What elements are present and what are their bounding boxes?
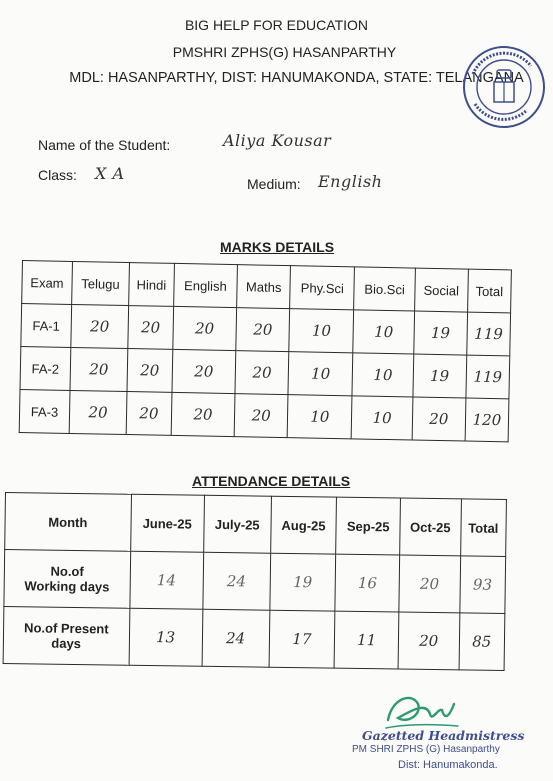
header-line-1: BIG HELP FOR EDUCATION — [184, 17, 369, 33]
mark-cell: 20 — [235, 351, 289, 395]
total-cell: 119 — [467, 312, 511, 356]
mark-cell: 20 — [234, 394, 288, 438]
mark-cell: 20 — [172, 349, 236, 393]
signature-icon — [382, 690, 462, 732]
attendance-header-cell: July-25 — [203, 495, 271, 553]
mark-cell: 10 — [353, 310, 414, 354]
mark-cell: 20 — [412, 397, 466, 441]
marks-header-cell: Telugu — [71, 261, 129, 305]
row-label-cell — [4, 550, 130, 609]
student-name-label: Name of the Student: — [38, 137, 171, 153]
header-line-2: PMSHRI ZPHS(G) HASANPARTHY — [172, 44, 397, 60]
total-cell: 119 — [466, 355, 510, 399]
mark-cell: 20 — [69, 390, 127, 434]
row-label-line: No.of — [50, 563, 84, 580]
marks-table — [19, 260, 512, 442]
medium-value: English — [318, 172, 383, 191]
exam-name-cell: FA-3 — [19, 389, 70, 433]
mark-cell: 20 — [236, 308, 290, 352]
marks-header-cell: Social — [414, 268, 468, 312]
mark-cell: 10 — [287, 395, 352, 439]
table-row — [4, 550, 506, 614]
mark-cell: 20 — [172, 306, 236, 350]
marks-header-cell: Maths — [237, 265, 291, 309]
attendance-cell: 20 — [399, 555, 460, 613]
mark-cell: 20 — [70, 347, 128, 391]
mark-cell: 20 — [127, 349, 172, 393]
mark-cell: 20 — [128, 306, 173, 350]
mark-cell: 10 — [288, 352, 353, 396]
table-row — [19, 389, 509, 441]
row-label-cell — [3, 606, 129, 665]
exam-name-cell: FA-1 — [21, 304, 72, 348]
mark-cell: 19 — [414, 311, 468, 355]
attendance-header-cell: June-25 — [130, 494, 204, 552]
marks-header-cell: Hindi — [129, 263, 174, 307]
attendance-cell: 13 — [129, 608, 203, 666]
total-cell: 120 — [465, 398, 509, 442]
table-row — [3, 606, 505, 670]
headmistress-title: Gazetted Headmistress — [362, 728, 525, 743]
attendance-cell: 17 — [269, 610, 336, 668]
header-line-3: MDL: HASANPARTHY, DIST: HANUMAKONDA, STATE: TELANGANA — [69, 70, 524, 86]
attendance-header-cell: Aug-25 — [270, 496, 337, 554]
school-seal-icon — [461, 44, 547, 130]
attendance-header-cell: Oct-25 — [400, 498, 461, 556]
mark-cell: 20 — [171, 392, 235, 436]
attendance-header-cell: Total — [460, 499, 506, 557]
mark-cell: 10 — [352, 353, 413, 397]
attendance-header-cell: Month — [5, 493, 131, 552]
attendance-table — [3, 492, 507, 671]
attendance-cell: 16 — [335, 554, 399, 612]
marks-header-cell: English — [173, 263, 237, 307]
class-value: X A — [95, 164, 125, 183]
mark-cell: 20 — [71, 304, 129, 348]
marks-header-cell: Total — [467, 269, 511, 313]
mark-cell: 20 — [126, 392, 171, 436]
attendance-cell: 24 — [203, 552, 271, 610]
attendance-total-cell: 85 — [459, 613, 505, 671]
exam-name-cell: FA-2 — [20, 346, 71, 390]
attendance-section-title: ATTENDANCE DETAILS — [192, 473, 351, 489]
row-label-line: Working days — [24, 578, 110, 595]
mark-cell: 19 — [413, 354, 467, 398]
student-name-value: Aliya Kousar — [223, 131, 332, 150]
attendance-cell: 24 — [202, 609, 270, 667]
medium-label: Medium: — [247, 176, 301, 192]
class-label: Class: — [38, 167, 77, 183]
marks-section-title: MARKS DETAILS — [220, 239, 335, 255]
marks-header-cell: Exam — [22, 261, 73, 305]
district-stamp: Dist: Hanumakonda. — [398, 759, 498, 771]
school-name-stamp: PM SHRI ZPHS (G) Hasanparthy — [352, 744, 500, 755]
row-label-line: No.of Present — [24, 620, 109, 637]
marks-header-cell: Bio.Sci — [354, 267, 415, 311]
attendance-cell: 14 — [129, 551, 203, 609]
mark-cell: 10 — [352, 396, 413, 440]
attendance-cell: 11 — [334, 611, 398, 669]
row-label-line: days — [51, 635, 82, 652]
attendance-cell: 19 — [269, 553, 336, 611]
attendance-header-row — [5, 493, 507, 557]
attendance-cell: 20 — [398, 612, 459, 670]
marks-header-cell: Phy.Sci — [290, 266, 355, 310]
mark-cell: 10 — [289, 309, 354, 353]
attendance-header-cell: Sep-25 — [336, 497, 400, 555]
attendance-total-cell: 93 — [459, 556, 505, 614]
